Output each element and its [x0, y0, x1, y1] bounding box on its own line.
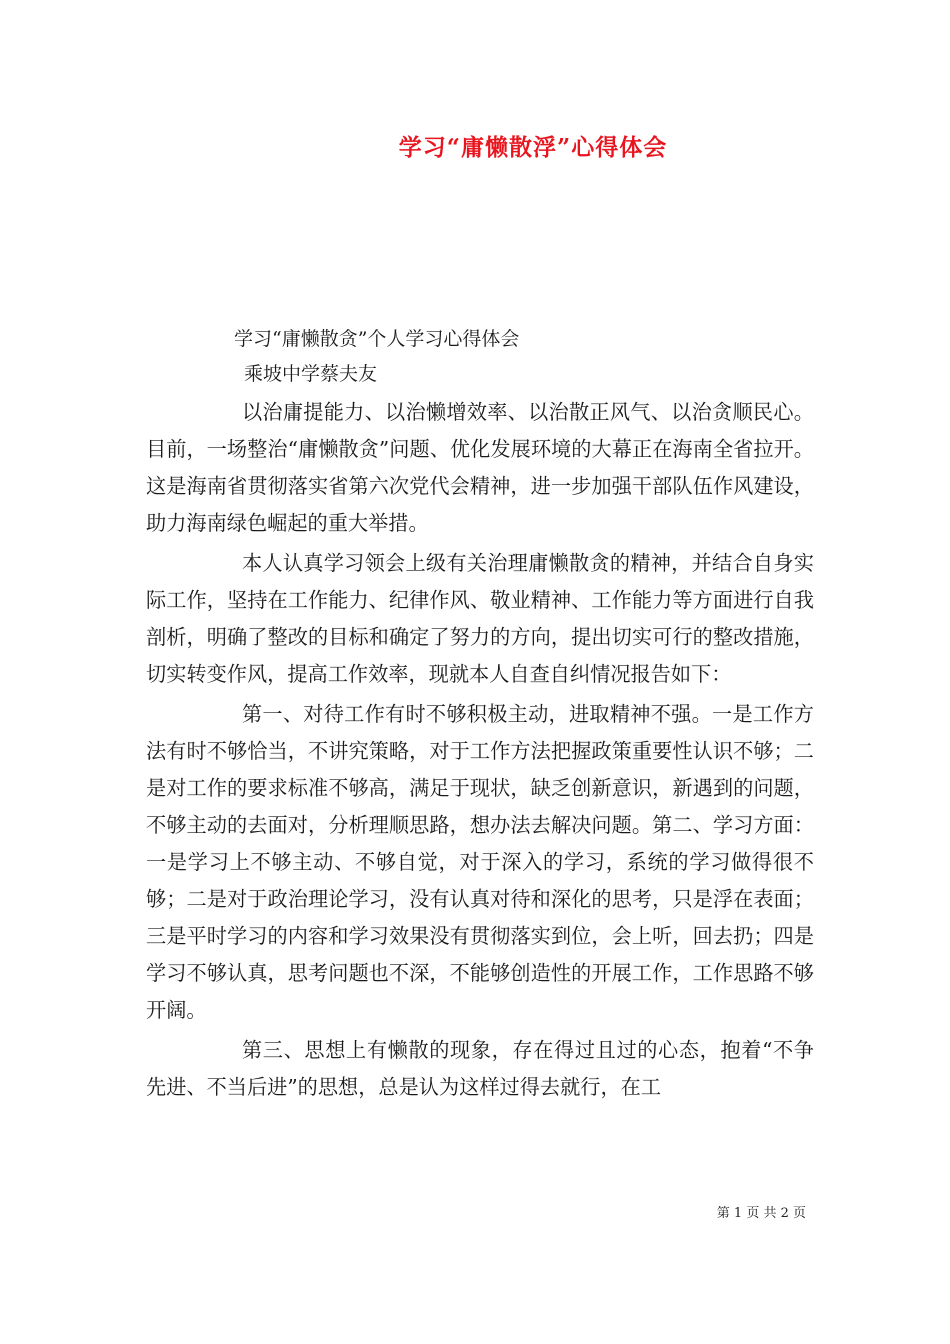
page-number-footer: 第 1 页 共 2 页	[716, 1206, 806, 1221]
body-paragraph-3: 第一、对待工作有时不够积极主动，进取精神不强。一是工作方法有时不够恰当，不讲究策略，对于工作方法把握政策重要性认识不够；二是对工作的要求标准不够高，满足于现状，缺乏创新意识，新遇到的问题，不够主动的去面对，分析理顺思路，想办法去解决问题。第二、学习方面：一是学习上不够主动、不够自觉，对于深入的学习，系统的学习做得很不够；二是对于政治理论学习，没有认真对待和深化的思考，只是浮在表面；三是平时学习的内容和学习效果没有贯彻落实到位，会上听，回去扔；四是学习不够认真，思考问题也不深，不能够创造性的开展工作，工作思路不够开阔。	[146, 702, 814, 1022]
document-author: 乘坡中学蔡夫友	[244, 363, 378, 385]
document-body	[146, 322, 814, 1106]
body-paragraph-1: 以治庸提能力、以治懒增效率、以治散正风气、以治贪顺民心。目前，一场整治“庸懒散贪”问题、优化发展环境的大幕正在海南全省拉开。这是海南省贯彻落实省第六次党代会精神，进一步加强干部队伍作风建设，助力海南绿色崛起的重大举措。	[146, 400, 814, 535]
body-paragraph-4: 第三、思想上有懒散的现象，存在得过且过的心态，抱着“不争先进、不当后进”的思想，总是认为这样过得去就行，在工	[146, 1038, 814, 1099]
body-paragraph-2: 本人认真学习领会上级有关治理庸懒散贪的精神，并结合自身实际工作，坚持在工作能力、纪律作风、敬业精神、工作能力等方面进行自我剖析，明确了整改的目标和确定了努力的方向，提出切实可行的整改措施，切实转变作风，提高工作效率，现就本人自查自纠情况报告如下：	[146, 551, 814, 686]
document-subtitle: 学习“庸懒散贪”个人学习心得体会	[234, 328, 520, 350]
document-title: 学习“庸懒散浮”心得体会	[398, 134, 668, 161]
